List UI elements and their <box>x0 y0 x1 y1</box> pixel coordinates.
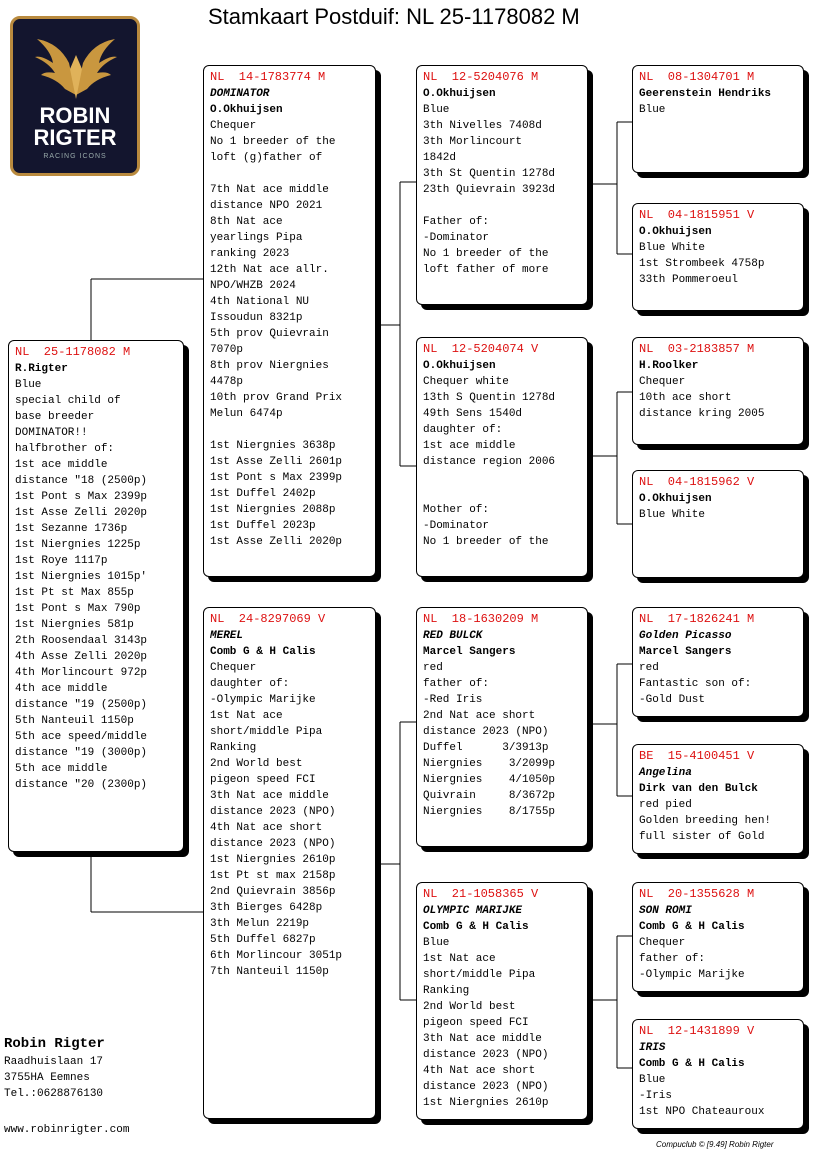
detail-line: halfbrother of: <box>15 443 115 455</box>
owner-contact <box>4 1034 105 1102</box>
detail-line: 1st Niergnies 3638p <box>210 440 336 452</box>
detail-line: 1st ace middle <box>423 440 516 452</box>
detail-line: distance kring 2005 <box>639 408 765 420</box>
detail-line <box>423 486 581 502</box>
ring-number: NL 17-1826241 M <box>639 612 755 626</box>
detail-line: -Olympic Marijke <box>210 694 316 706</box>
pigeon-details <box>639 797 797 845</box>
detail-line: 3th Nat ace middle <box>210 790 329 802</box>
detail-line: 7th Nat ace middle <box>210 184 329 196</box>
logo-text-line1: ROBIN <box>39 103 111 128</box>
detail-line: base breeder <box>15 411 95 423</box>
detail-line: -Olympic Marijke <box>639 969 745 981</box>
ring-number: NL 08-1304701 M <box>639 70 755 84</box>
detail-line: Chequer <box>639 937 686 949</box>
detail-line: No 1 breeder of the <box>210 136 336 148</box>
detail-line: 5th prov Quievrain <box>210 328 329 340</box>
breeder-name: O.Okhuijsen <box>639 226 712 238</box>
detail-line: 1st Nat ace <box>423 953 496 965</box>
logo-tagline: RACING ICONS <box>43 153 107 160</box>
detail-line: Niergnies 4/1050p <box>423 774 556 786</box>
pigeon-card-mfm[interactable] <box>632 744 804 854</box>
breeder-name: O.Okhuijsen <box>423 88 496 100</box>
detail-line: 2nd Quievrain 3856p <box>210 886 336 898</box>
pigeon-name: IRIS <box>639 1042 666 1054</box>
breeder-name: O.Okhuijsen <box>210 104 283 116</box>
detail-line: 3th Morlincourt <box>423 136 523 148</box>
detail-line: short/middle Pipa <box>210 726 323 738</box>
pigeon-card-mother[interactable] <box>203 607 376 1119</box>
detail-line: 1st Duffel 2402p <box>210 488 316 500</box>
detail-line: 1st ace middle <box>15 459 108 471</box>
detail-line: 3th Bierges 6428p <box>210 902 323 914</box>
detail-line: 1st Roye 1117p <box>15 555 108 567</box>
detail-line: Ranking <box>423 985 470 997</box>
detail-line: 4478p <box>210 376 244 388</box>
pigeon-name: Golden Picasso <box>639 630 732 642</box>
pigeon-details <box>639 374 797 422</box>
detail-line: Blue <box>423 937 450 949</box>
detail-line: 4th Asse Zelli 2020p <box>15 651 148 663</box>
detail-line: Golden breeding hen! <box>639 815 772 827</box>
detail-line: 1st Pont s Max 2399p <box>15 491 148 503</box>
website-link[interactable]: www.robinrigter.com <box>4 1124 130 1136</box>
detail-line: 5th Nanteuil 1150p <box>15 715 134 727</box>
pigeon-card-fff[interactable] <box>632 65 804 173</box>
detail-line: Blue <box>639 104 666 116</box>
detail-line: Ranking <box>210 742 257 754</box>
pigeon-details <box>15 377 177 793</box>
pigeon-details <box>210 660 369 980</box>
pigeon-details <box>639 102 797 118</box>
ring-number: NL 25-1178082 M <box>15 345 131 359</box>
detail-line: 1st Asse Zelli 2020p <box>210 536 343 548</box>
detail-line: Niergnies 3/2099p <box>423 758 556 770</box>
detail-line: 1st Duffel 2023p <box>210 520 316 532</box>
detail-line: father of: <box>639 953 706 965</box>
detail-line: distance "19 (3000p) <box>15 747 148 759</box>
detail-line: 3th Nat ace middle <box>423 1033 542 1045</box>
detail-line: -Dominator <box>423 232 490 244</box>
detail-line: distance 2023 (NPO) <box>423 1049 549 1061</box>
detail-line: 7070p <box>210 344 244 356</box>
pigeon-name: RED BULCK <box>423 630 483 642</box>
detail-line: 4th ace middle <box>15 683 108 695</box>
detail-line: 13th S Quentin 1278d <box>423 392 556 404</box>
detail-line: loft father of more <box>423 264 549 276</box>
detail-line: 1st Niergnies 2610p <box>210 854 336 866</box>
detail-line: distance NPO 2021 <box>210 200 323 212</box>
breeder-name: Comb G & H Calis <box>423 921 529 933</box>
pigeon-name: SON ROMI <box>639 905 692 917</box>
detail-line: Chequer <box>639 376 686 388</box>
pigeon-details <box>639 240 797 288</box>
pigeon-card-father[interactable] <box>203 65 376 577</box>
detail-line: Niergnies 8/1755p <box>423 806 556 818</box>
pigeon-details <box>639 1072 797 1120</box>
detail-line: distance 2023 (NPO) <box>423 1081 549 1093</box>
detail-line: distance "18 (2500p) <box>15 475 148 487</box>
ring-number: NL 03-2183857 M <box>639 342 755 356</box>
detail-line: 1st Niergnies 1015p' <box>15 571 148 583</box>
detail-line: 33th Pommeroeul <box>639 274 739 286</box>
owner-phone: Tel.:0628876130 <box>4 1088 104 1100</box>
detail-line: -Iris <box>639 1090 673 1102</box>
detail-line <box>210 166 369 182</box>
detail-line: 1st Niergnies 2610p <box>423 1097 549 1109</box>
detail-line: 3th Nivelles 7408d <box>423 120 542 132</box>
breeder-name: H.Roolker <box>639 360 699 372</box>
detail-line <box>423 198 581 214</box>
detail-line: 3th St Quentin 1278d <box>423 168 556 180</box>
detail-line: -Red Iris <box>423 694 483 706</box>
ring-number: BE 15-4100451 V <box>639 749 755 763</box>
detail-line: 1st Niergnies 2088p <box>210 504 336 516</box>
owner-name: Robin Rigter <box>4 1036 105 1052</box>
detail-line: Fantastic son of: <box>639 678 752 690</box>
detail-line: 10th prov Grand Prix <box>210 392 343 404</box>
detail-line: 5th Duffel 6827p <box>210 934 316 946</box>
detail-line: short/middle Pipa <box>423 969 536 981</box>
detail-line: 1st Pont s Max 790p <box>15 603 141 615</box>
owner-street: Raadhuislaan 17 <box>4 1056 104 1068</box>
detail-line: 1st Niergnies 1225p <box>15 539 141 551</box>
ring-number: NL 21-1058365 V <box>423 887 539 901</box>
detail-line: Quivrain 8/3672p <box>423 790 556 802</box>
detail-line: No 1 breeder of the <box>423 248 549 260</box>
detail-line: red <box>639 662 659 674</box>
breeder-name: Geerenstein Hendriks <box>639 88 772 100</box>
detail-line: red pied <box>639 799 692 811</box>
detail-line: 4th National NU <box>210 296 310 308</box>
ring-number: NL 12-5204074 V <box>423 342 539 356</box>
detail-line: 49th Sens 1540d <box>423 408 523 420</box>
detail-line: No 1 breeder of the <box>423 536 549 548</box>
ring-number: NL 04-1815962 V <box>639 475 755 489</box>
detail-line <box>210 422 369 438</box>
detail-line: Issoudun 8321p <box>210 312 303 324</box>
ring-number: NL 18-1630209 M <box>423 612 539 626</box>
detail-line: 8th Nat ace <box>210 216 283 228</box>
detail-line: Blue <box>423 104 450 116</box>
pigeon-name: Angelina <box>639 767 692 779</box>
detail-line: -Dominator <box>423 520 490 532</box>
pigeon-card-father-mother[interactable] <box>416 337 588 577</box>
pigeon-card-mmm[interactable] <box>632 1019 804 1129</box>
detail-line: 5th ace speed/middle <box>15 731 148 743</box>
detail-line: loft (g)father of <box>210 152 323 164</box>
ring-number: NL 24-8297069 V <box>210 612 326 626</box>
pigeon-details <box>639 660 797 708</box>
breeder-name: Comb G & H Calis <box>210 646 316 658</box>
detail-line <box>423 470 581 486</box>
detail-line: distance 2023 (NPO) <box>210 806 336 818</box>
detail-line: yearlings Pipa <box>210 232 303 244</box>
detail-line: Blue White <box>639 242 706 254</box>
detail-line: Blue <box>15 379 42 391</box>
detail-line: Chequer <box>210 662 257 674</box>
detail-line: 12th Nat ace allr. <box>210 264 329 276</box>
logo-text-line2: RIGTER <box>33 125 117 150</box>
detail-line: daughter of: <box>423 424 503 436</box>
detail-line: 1st Pt st max 2158p <box>210 870 336 882</box>
detail-line: Blue White <box>639 509 706 521</box>
pigeon-name: MEREL <box>210 630 244 642</box>
pigeon-card-mother-mother[interactable] <box>416 882 588 1120</box>
detail-line: distance "19 (2500p) <box>15 699 148 711</box>
pigeon-details <box>423 102 581 278</box>
detail-line: NPO/WHZB 2024 <box>210 280 296 292</box>
detail-line: 1st Asse Zelli 2020p <box>15 507 148 519</box>
breeder-name: O.Okhuijsen <box>639 493 712 505</box>
detail-line: red <box>423 662 443 674</box>
page-title: Stamkaart Postduif: NL 25-1178082 M <box>208 4 580 29</box>
detail-line: 1st Sezanne 1736p <box>15 523 128 535</box>
detail-line: distance 2023 (NPO) <box>423 726 549 738</box>
detail-line: Duffel 3/3913p <box>423 742 549 754</box>
ring-number: NL 12-1431899 V <box>639 1024 755 1038</box>
detail-line: 7th Nanteuil 1150p <box>210 966 329 978</box>
pigeon-details <box>210 118 369 550</box>
detail-line: Blue <box>639 1074 666 1086</box>
ring-number: NL 14-1783774 M <box>210 70 326 84</box>
detail-line: Father of: <box>423 216 490 228</box>
detail-line: 1st Niergnies 581p <box>15 619 134 631</box>
pigeon-name: OLYMPIC MARIJKE <box>423 905 523 917</box>
detail-line: 6th Morlincour 3051p <box>210 950 343 962</box>
detail-line: 1st Pt st Max 855p <box>15 587 134 599</box>
detail-line: 4th Nat ace short <box>423 1065 536 1077</box>
detail-line: 1842d <box>423 152 457 164</box>
breeder-name: Marcel Sangers <box>639 646 732 658</box>
detail-line: 2nd World best <box>210 758 303 770</box>
pigeon-details <box>639 507 797 523</box>
detail-line: DOMINATOR!! <box>15 427 88 439</box>
ring-number: NL 12-5204076 M <box>423 70 539 84</box>
detail-line: 10th ace short <box>639 392 732 404</box>
pigeon-card-father-father[interactable] <box>416 65 588 305</box>
ring-number: NL 20-1355628 M <box>639 887 755 901</box>
pigeon-details <box>423 660 581 820</box>
detail-line: 2nd Nat ace short <box>423 710 536 722</box>
detail-line: 1st Asse Zelli 2601p <box>210 456 343 468</box>
detail-line: 1st NPO Chateauroux <box>639 1106 765 1118</box>
detail-line: Chequer white <box>423 376 509 388</box>
pigeon-details <box>423 374 581 550</box>
detail-line: daughter of: <box>210 678 290 690</box>
ring-number: NL 04-1815951 V <box>639 208 755 222</box>
pigeon-card-ffm[interactable] <box>632 203 804 311</box>
detail-line: 23th Quievrain 3923d <box>423 184 556 196</box>
pigeon-card-subject[interactable] <box>8 340 184 852</box>
detail-line: 5th ace middle <box>15 763 108 775</box>
detail-line: 4th Morlincourt 972p <box>15 667 148 679</box>
pigeon-card-fmf[interactable] <box>632 337 804 445</box>
detail-line: Melun 6474p <box>210 408 283 420</box>
detail-line: 8th prov Niergnies <box>210 360 329 372</box>
detail-line: 3th Melun 2219p <box>210 918 310 930</box>
breeder-name: R.Rigter <box>15 363 68 375</box>
footer-credit: Compuclub © [9.49] Robin Rigter <box>656 1140 774 1149</box>
detail-line: 1st Nat ace <box>210 710 283 722</box>
pigeon-details <box>639 935 797 983</box>
breeder-name: Dirk van den Bulck <box>639 783 758 795</box>
detail-line: father of: <box>423 678 490 690</box>
detail-line: Mother of: <box>423 504 490 516</box>
pigeon-name: DOMINATOR <box>210 88 270 100</box>
pigeon-details <box>423 935 581 1111</box>
detail-line: pigeon speed FCI <box>210 774 316 786</box>
breeder-name: Comb G & H Calis <box>639 921 745 933</box>
detail-line: pigeon speed FCI <box>423 1017 529 1029</box>
pigeon-card-fmm[interactable] <box>632 470 804 578</box>
detail-line: -Gold Dust <box>639 694 706 706</box>
detail-line: special child of <box>15 395 121 407</box>
pigeon-card-mff[interactable] <box>632 607 804 717</box>
breeder-name: Marcel Sangers <box>423 646 516 658</box>
detail-line: ranking 2023 <box>210 248 290 260</box>
detail-line: 4th Nat ace short <box>210 822 323 834</box>
detail-line: 1st Pont s Max 2399p <box>210 472 343 484</box>
detail-line: full sister of Gold <box>639 831 765 843</box>
detail-line: 1st Strombeek 4758p <box>639 258 765 270</box>
breeder-name: Comb G & H Calis <box>639 1058 745 1070</box>
detail-line: 2nd World best <box>423 1001 516 1013</box>
breeder-name: O.Okhuijsen <box>423 360 496 372</box>
owner-city: 3755HA Eemnes <box>4 1072 90 1084</box>
pigeon-card-mmf[interactable] <box>632 882 804 992</box>
detail-line: 2th Roosendaal 3143p <box>15 635 148 647</box>
detail-line: distance region 2006 <box>423 456 556 468</box>
detail-line: Chequer <box>210 120 257 132</box>
detail-line: distance "20 (2300p) <box>15 779 148 791</box>
detail-line: distance 2023 (NPO) <box>210 838 336 850</box>
pigeon-card-mother-father[interactable] <box>416 607 588 847</box>
